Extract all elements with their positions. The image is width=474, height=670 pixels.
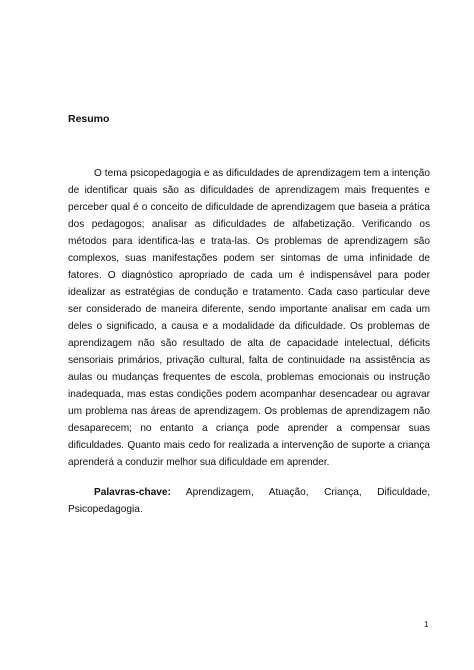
keywords-list: Aprendizagem, Atuação, Criança, Dificuldade, Psicopedagogia. <box>68 487 430 515</box>
keywords-spacer <box>171 487 186 498</box>
page-title: Resumo <box>68 113 110 125</box>
page-number: 1 <box>424 620 429 629</box>
keywords-label: Palavras-chave: <box>94 487 171 498</box>
abstract-paragraph: O tema psicopedagogia e as dificuldades de aprendizagem tem a intenção de identificar quais são as dificuldades de aprendizagem mais frequentes e perceber qual é o conceito de dificuldade de aprendizagem que baseia a prática dos pedagogos; analisar as dificuldades de alfabetização. Verificando os métodos para identifica-las e trata-las. Os problemas de aprendizagem são complexos, suas manifestações podem ser sintomas de uma infinidade de fatores. O diagnóstico apropriado de cada um é indispensável para poder idealizar as estratégias de condução e tratamento. Cada caso particular deve ser considerado de maneira diferente, sendo importante analisar em cada um deles o significado, a causa e a modalidade da dificuldade. Os problemas de aprendizagem não são resultado de alta de capacidade intelectual, déficits sensoriais primários, privação cultural, falta de continuidade na assistência as aulas ou mudanças frequentes de escola, problemas emocionais ou instrução inadequada, mas estas condições podem acompanhar desencadear ou agravar um problema nas áreas de aprendizagem. Os problemas de aprendizagem não desaparecem; no entanto a criança pode aprender a compensar suas dificuldades. Quanto mais cedo for realizada a intervenção de suporte a criança aprenderá a conduzir melhor sua dificuldade em aprender. <box>68 168 430 468</box>
keywords-paragraph <box>68 484 430 518</box>
